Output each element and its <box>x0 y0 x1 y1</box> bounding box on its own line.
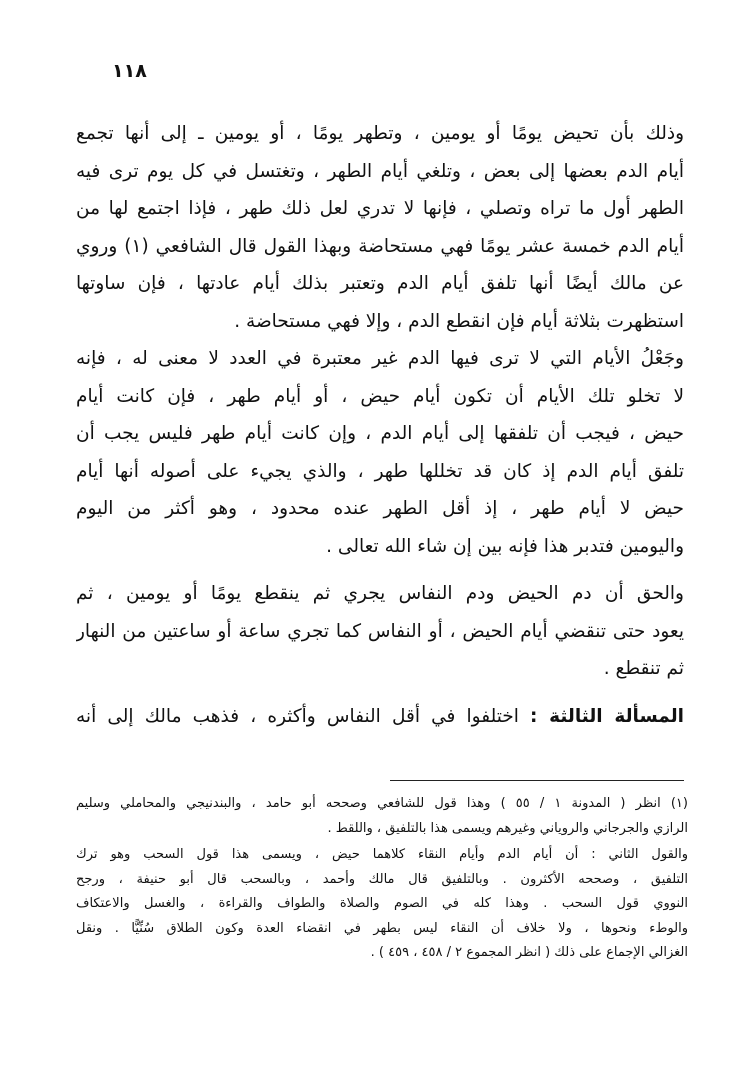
footnote-line: الغزالي الإجماع على ذلك ( انظر المجموع ٢ / ٤٥٨ ، ٤٥٩ ) . <box>370 945 688 960</box>
text-line: وجَعْلُ الأيام التي لا ترى فيها الدم غير معتبرة في العدد لا معنى له ، فإنه <box>76 348 684 369</box>
text-line: وذلك بأن تحيض يومًا أو يومين ، وتطهر يومًا ، أو يومين ـ إلى أنها تجمع <box>76 123 684 144</box>
footnotes <box>76 792 688 966</box>
page-number: ١١٨ <box>112 60 147 82</box>
text-line: أيام الدم خمسة عشر يومًا فهي مستحاضة وبهذا القول قال الشافعي (١) وروي <box>76 235 684 257</box>
paragraph-gap <box>76 688 684 698</box>
footnote-line: النووي قول السحب . وهذا كله في الصوم والصلاة والطواف والقراءة ، والغسل والاعتكاف <box>76 896 688 911</box>
footnote-line: (١) انظر ( المدونة ١ / ٥٥ ) وهذا قول للشافعي وصححه أبو حامد ، والبندنيجي والمحاملي وسليم <box>76 796 688 811</box>
footnote-line: والقول الثاني : أن أيام الدم وأيام النقاء كلاهما حيض ، ويسمى هذا قول السحب وهو ترك <box>76 847 688 862</box>
text-line: عن مالك أيضًا أنها تلفق أيام الدم وتعتبر بذلك أيام عادتها ، فإن ساوتها <box>76 273 684 294</box>
main-text <box>76 115 684 735</box>
paragraph-gap <box>76 565 684 575</box>
section-line <box>76 698 684 736</box>
text-line: استظهرت بثلاثة أيام فإن انقطع الدم ، وإلا فهي مستحاضة . <box>234 310 684 332</box>
section-heading: المسألة الثالثة : <box>530 705 684 727</box>
text-line: واليومين فتدبر هذا فإنه بين إن شاء الله تعالى . <box>326 535 684 557</box>
text-line: لا تخلو تلك الأيام أن تكون أيام حيض ، أو أيام طهر ، فإن كانت أيام <box>76 385 684 407</box>
text-line: حيض لا أيام طهر ، إذ أقل الطهر عنده محدود ، وهو أكثر من اليوم <box>76 498 684 519</box>
text-line: حيض ، فيجب أن تلفقها إلى أيام الدم ، وإن كانت أيام طهر فليس يجب أن <box>76 423 684 444</box>
footnote-line: والوطء ونحوها ، ولا خلاف أن النقاء ليس بطهر في انقضاء العدة وكون الطلاق سُنِّيًّا . ونقل <box>76 920 688 936</box>
text-line: الطهر أول ما تراه وتصلي ، فإنها لا تدري لعل ذلك طهر ، فإذا اجتمع لها من <box>76 198 684 219</box>
text-line: أيام الدم بعضها إلى بعض ، وتلغي أيام الطهر ، وتغتسل في كل يوم ترى فيه <box>76 160 684 182</box>
footnote-line: التلفيق ، وصححه الأكثرون . وبالتلفيق قال مالك وأحمد ، وبالسحب قال أبو حنيفة ، ورجح <box>76 871 688 887</box>
text-line: والحق أن دم الحيض ودم النفاس يجري ثم ينقطع يومًا أو يومين ، ثم <box>76 583 684 604</box>
text-line: ثم تنقطع . <box>603 658 684 679</box>
footnote-divider <box>390 780 684 781</box>
text-line: تلفق أيام الدم إذ كان قد تخللها طهر ، والذي يجيء على أصوله أنها أيام <box>76 460 684 482</box>
footnote-line: الرازي والجرجاني والروياني وغيرهم ويسمى هذا بالتلفيق ، واللقط . <box>327 820 688 836</box>
text-line: يعود حتى تنقضي أيام الحيض ، أو النفاس كما تجري ساعة أو ساعتين من النهار <box>76 620 684 642</box>
text-span: اختلفوا في أقل النفاس وأكثره ، فذهب مالك إلى أنه <box>76 705 519 727</box>
